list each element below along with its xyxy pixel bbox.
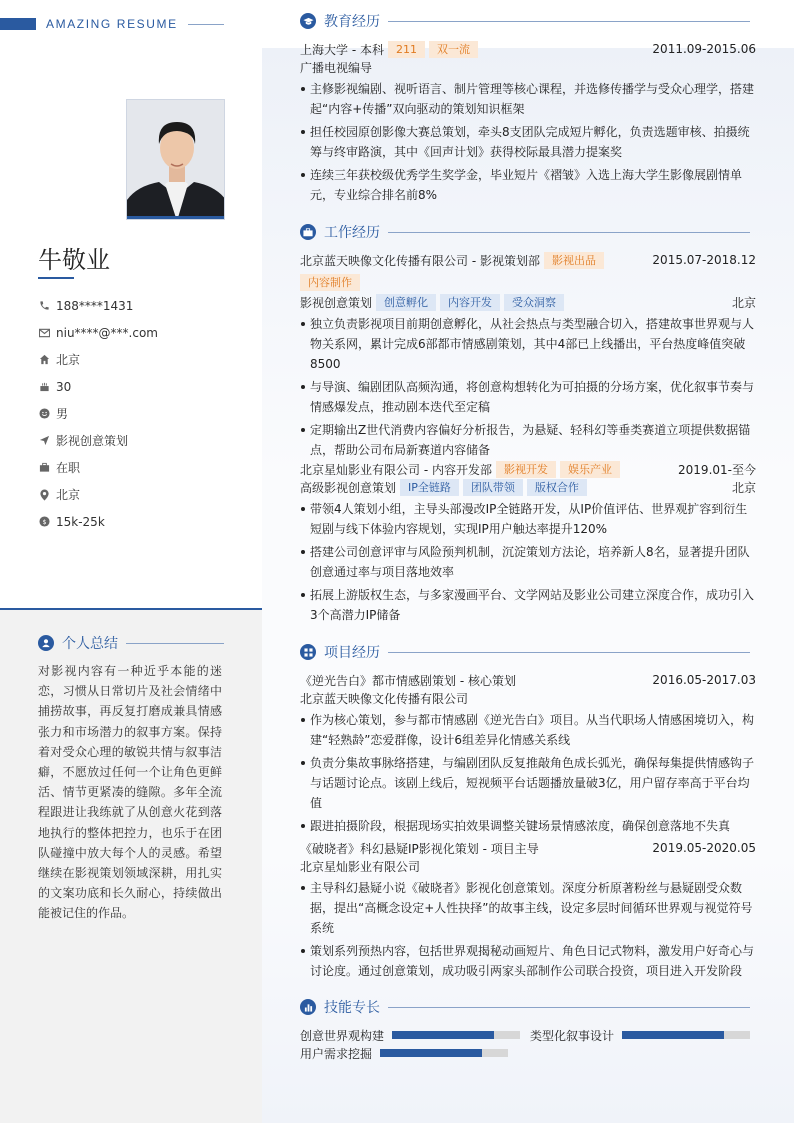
role: 影视创意策划 [300, 295, 373, 310]
list-item: 定期输出Z世代消费内容偏好分析报告，为悬疑、轻科幻等垂类赛道立项提供数据锚点，帮助公司布局新赛道内容储备 [300, 420, 756, 460]
summary-title: 个人总结 [62, 636, 118, 652]
list-item: 带领4人策划小组，主导头部漫改IP全链路开发，从IP价值评估、世界观扩容到衍生短剧与线下体验内容规划，实现IP用户触达率提升120% [300, 499, 756, 539]
education-divider [388, 21, 750, 22]
list-item: 负责分集故事脉络搭建，与编剧团队反复推敲角色成长弧光，确保每集提供情感钩子与话题讨论点。该剧上线后，短视频平台话题播放量破3亿，用户留存率高于平台均值 [300, 753, 756, 813]
role-tag: 版权合作 [527, 479, 587, 496]
project-company: 北京星灿影业有限公司 [300, 859, 421, 874]
skills-block [300, 1026, 756, 1062]
skill-name: 类型化叙事设计 [530, 1028, 615, 1043]
job-period: 2015.07-2018.12 [652, 253, 756, 267]
left-column [0, 0, 262, 1123]
education-title: 教育经历 [324, 14, 380, 30]
brand-header [0, 17, 230, 31]
project-header-row [300, 671, 756, 689]
skills-divider [388, 1007, 750, 1008]
skills-title: 技能专长 [324, 1000, 380, 1016]
salary-value: 15k-25k [56, 514, 105, 529]
money-icon [38, 516, 50, 528]
hometown-row [38, 346, 158, 373]
role-tag: 创意孵化 [376, 294, 436, 311]
list-item: 担任校园原创影像大赛总策划，牵头8支团队完成短片孵化，负责选题审核、拍摄统筹与终审路演，其中《回声计划》获得校际最具潜力提案奖 [300, 122, 756, 162]
job-header-row [300, 460, 756, 478]
projects-heading [300, 642, 756, 662]
major: 广播电视编导 [300, 60, 373, 75]
email-row [38, 319, 158, 346]
skill-fill [392, 1031, 494, 1039]
phone-value: 188****1431 [56, 298, 134, 313]
summary-divider [126, 643, 224, 644]
send-icon [38, 435, 50, 447]
job-2 [300, 460, 756, 625]
education-period: 2011.09-2015.06 [652, 42, 756, 56]
avatar-underline [127, 216, 224, 219]
skill-bar [380, 1049, 508, 1057]
home-icon [38, 354, 50, 366]
skill-fill [622, 1031, 724, 1039]
education-bullets [300, 79, 756, 205]
graduation-cap-icon [300, 13, 316, 29]
list-item: 搭建公司创意评审与风险预判机制，沉淀策划方法论，培养新人8名，显著提升团队创意通过率与项目落地效率 [300, 542, 756, 582]
contact-info [38, 292, 158, 535]
project-header-row [300, 839, 756, 857]
list-item: 独立负责影视项目前期创意孵化，从社会热点与类型融合切入，搭建故事世界观与人物关系网，累计完成6部都市情感剧策划，其中4部已上线播出，平台热度峰值突破8500 [300, 314, 756, 374]
position-value: 影视创意策划 [56, 434, 129, 448]
company-tag: 内容制作 [300, 274, 360, 291]
brand-bar [0, 18, 36, 30]
work-divider [388, 232, 750, 233]
age-value: 30 [56, 379, 72, 394]
role-row [300, 293, 756, 311]
projects-title: 项目经历 [324, 645, 380, 661]
job-city: 北京 [731, 295, 756, 310]
project-company: 北京蓝天映像文化传播有限公司 [300, 691, 469, 706]
list-item: 跟进拍摄阶段，根据现场实拍效果调整关键场景情感浓度，确保创意落地不失真 [300, 816, 756, 836]
project-company-row [300, 689, 756, 707]
education-header-row [300, 40, 756, 58]
work-title: 工作经历 [324, 225, 380, 241]
projects-divider [388, 652, 750, 653]
education-block [300, 40, 756, 205]
project-bullets [300, 710, 756, 836]
skills-heading [300, 997, 756, 1017]
education-tag: 211 [388, 41, 425, 58]
skill-item [300, 1044, 756, 1062]
project-name: 《逆光告白》都市情感剧策划 - 核心策划 [300, 673, 516, 688]
grid-icon [300, 644, 316, 660]
brand-text: AMAZING RESUME [46, 17, 178, 31]
skill-fill [380, 1049, 482, 1057]
name-underline [38, 277, 74, 279]
salary-row [38, 508, 158, 535]
job-city: 北京 [731, 480, 756, 495]
job-1 [300, 251, 756, 460]
list-item: 连续三年获校级优秀学生奖学金，毕业短片《褶皱》入选上海大学生影像展剧情单元，专业综合排名前8% [300, 165, 756, 205]
skill-bar [622, 1031, 750, 1039]
role-tag: 受众洞察 [504, 294, 564, 311]
brand-line [188, 24, 224, 25]
gender-value: 男 [56, 407, 69, 421]
list-item: 策划系列预热内容，包括世界观揭秘动画短片、角色日记式物料，激发用户好奇心与讨论度。通过创意策划，成功吸引两家头部制作公司联合投资，项目进入开发阶段 [300, 941, 756, 981]
company-name: 北京星灿影业有限公司 - 内容开发部 [300, 462, 492, 477]
role-row [300, 478, 756, 496]
project-period: 2019.05-2020.05 [652, 841, 756, 855]
list-item: 与导演、编剧团队高频沟通，将创意构想转化为可拍摄的分场方案，优化叙事节奏与情感爆发点，推动剧本迭代至定稿 [300, 377, 756, 417]
status-value: 在职 [56, 461, 81, 475]
summary-heading [38, 633, 224, 653]
job-bullets [300, 499, 756, 625]
education-heading [300, 11, 756, 31]
skill-bar [392, 1031, 520, 1039]
job-bullets [300, 314, 756, 460]
email-value: niu****@***.com [56, 325, 158, 340]
person-icon [38, 635, 54, 651]
location-pin-icon [38, 489, 50, 501]
svg-text:$: $ [41, 517, 47, 526]
bar-chart-icon [300, 999, 316, 1015]
company-tag: 娱乐产业 [560, 461, 620, 478]
project-period: 2016.05-2017.03 [652, 673, 756, 687]
company-name: 北京蓝天映像文化传播有限公司 - 影视策划部 [300, 253, 540, 268]
briefcase-icon [38, 462, 50, 474]
hometown-value: 北京 [56, 353, 81, 367]
role-tag: IP全链路 [400, 479, 459, 496]
avatar [126, 99, 225, 220]
list-item: 作为核心策划，参与都市情感剧《逆光告白》项目。从当代职场人情感困境切入，构建“轻熟龄”恋爱群像，设计6组差异化情感关系线 [300, 710, 756, 750]
list-item: 拓展上游版权生态，与多家漫画平台、文学网站及影业公司建立深度合作，成功引入3个高潜力IP储备 [300, 585, 756, 625]
work-heading [300, 222, 756, 242]
role: 高级影视创意策划 [300, 480, 397, 495]
major-row [300, 58, 756, 76]
skills-row-1 [300, 1026, 756, 1044]
location-row [38, 481, 158, 508]
job-tag-row [300, 273, 756, 291]
status-row [38, 454, 158, 481]
cake-icon [38, 381, 50, 393]
project-company-row [300, 857, 756, 875]
project-2 [300, 839, 756, 981]
candidate-name: 牛敬业 [38, 246, 110, 274]
job-period: 2019.01-至今 [678, 462, 756, 477]
school-name: 上海大学 - 本科 [300, 42, 384, 57]
list-item: 主导科幻悬疑小说《破晓者》影视化创意策划。深度分析原著粉丝与悬疑剧受众数据，提出“高概念设定+人性抉择”的故事主线，设定多层时间循环世界观与视觉符号系统 [300, 878, 756, 938]
list-item: 主修影视编剧、视听语言、制片管理等核心课程，并选修传播学与受众心理学，搭建起“内容+传播”双向驱动的策划知识框架 [300, 79, 756, 119]
education-tag: 双一流 [429, 41, 478, 58]
age-row [38, 373, 158, 400]
avatar-photo [127, 100, 225, 220]
gender-row [38, 400, 158, 427]
project-1 [300, 671, 756, 836]
role-tag: 团队带领 [463, 479, 523, 496]
phone-row [38, 292, 158, 319]
location-value: 北京 [56, 488, 81, 502]
project-bullets [300, 878, 756, 981]
skill-item [530, 1026, 750, 1044]
briefcase-icon [300, 224, 316, 240]
smile-icon [38, 408, 50, 420]
company-tag: 影视出品 [544, 252, 604, 269]
job-header-row [300, 251, 756, 269]
company-tag: 影视开发 [496, 461, 556, 478]
skill-item [300, 1026, 530, 1044]
position-row [38, 427, 158, 454]
mail-icon [38, 327, 50, 339]
skill-name: 创意世界观构建 [300, 1028, 385, 1043]
summary-text: 对影视内容有一种近乎本能的迷恋，习惯从日常切片及社会情绪中捕捞故事，再反复打磨成兼具情感张力和市场潜力的叙事方案。保持着对受众心理的敏锐共情与叙事洁癖，不愿放过任何一个让角色更鲜活、情节更紧凑的缝隙。多年全流程跟进让我练就了从创意火花到落地执行的整体把控力，也乐于在团队碰撞中放大每个人的灵感。希望继续在影视策划领域深耕，用扎实的文案功底和长久耐心，持续做出能被记住的作品。 [38, 664, 222, 921]
skill-name: 用户需求挖掘 [300, 1046, 373, 1061]
phone-icon [38, 300, 50, 312]
project-name: 《破晓者》科幻悬疑IP影视化策划 - 项目主导 [300, 841, 539, 856]
role-tag: 内容开发 [440, 294, 500, 311]
